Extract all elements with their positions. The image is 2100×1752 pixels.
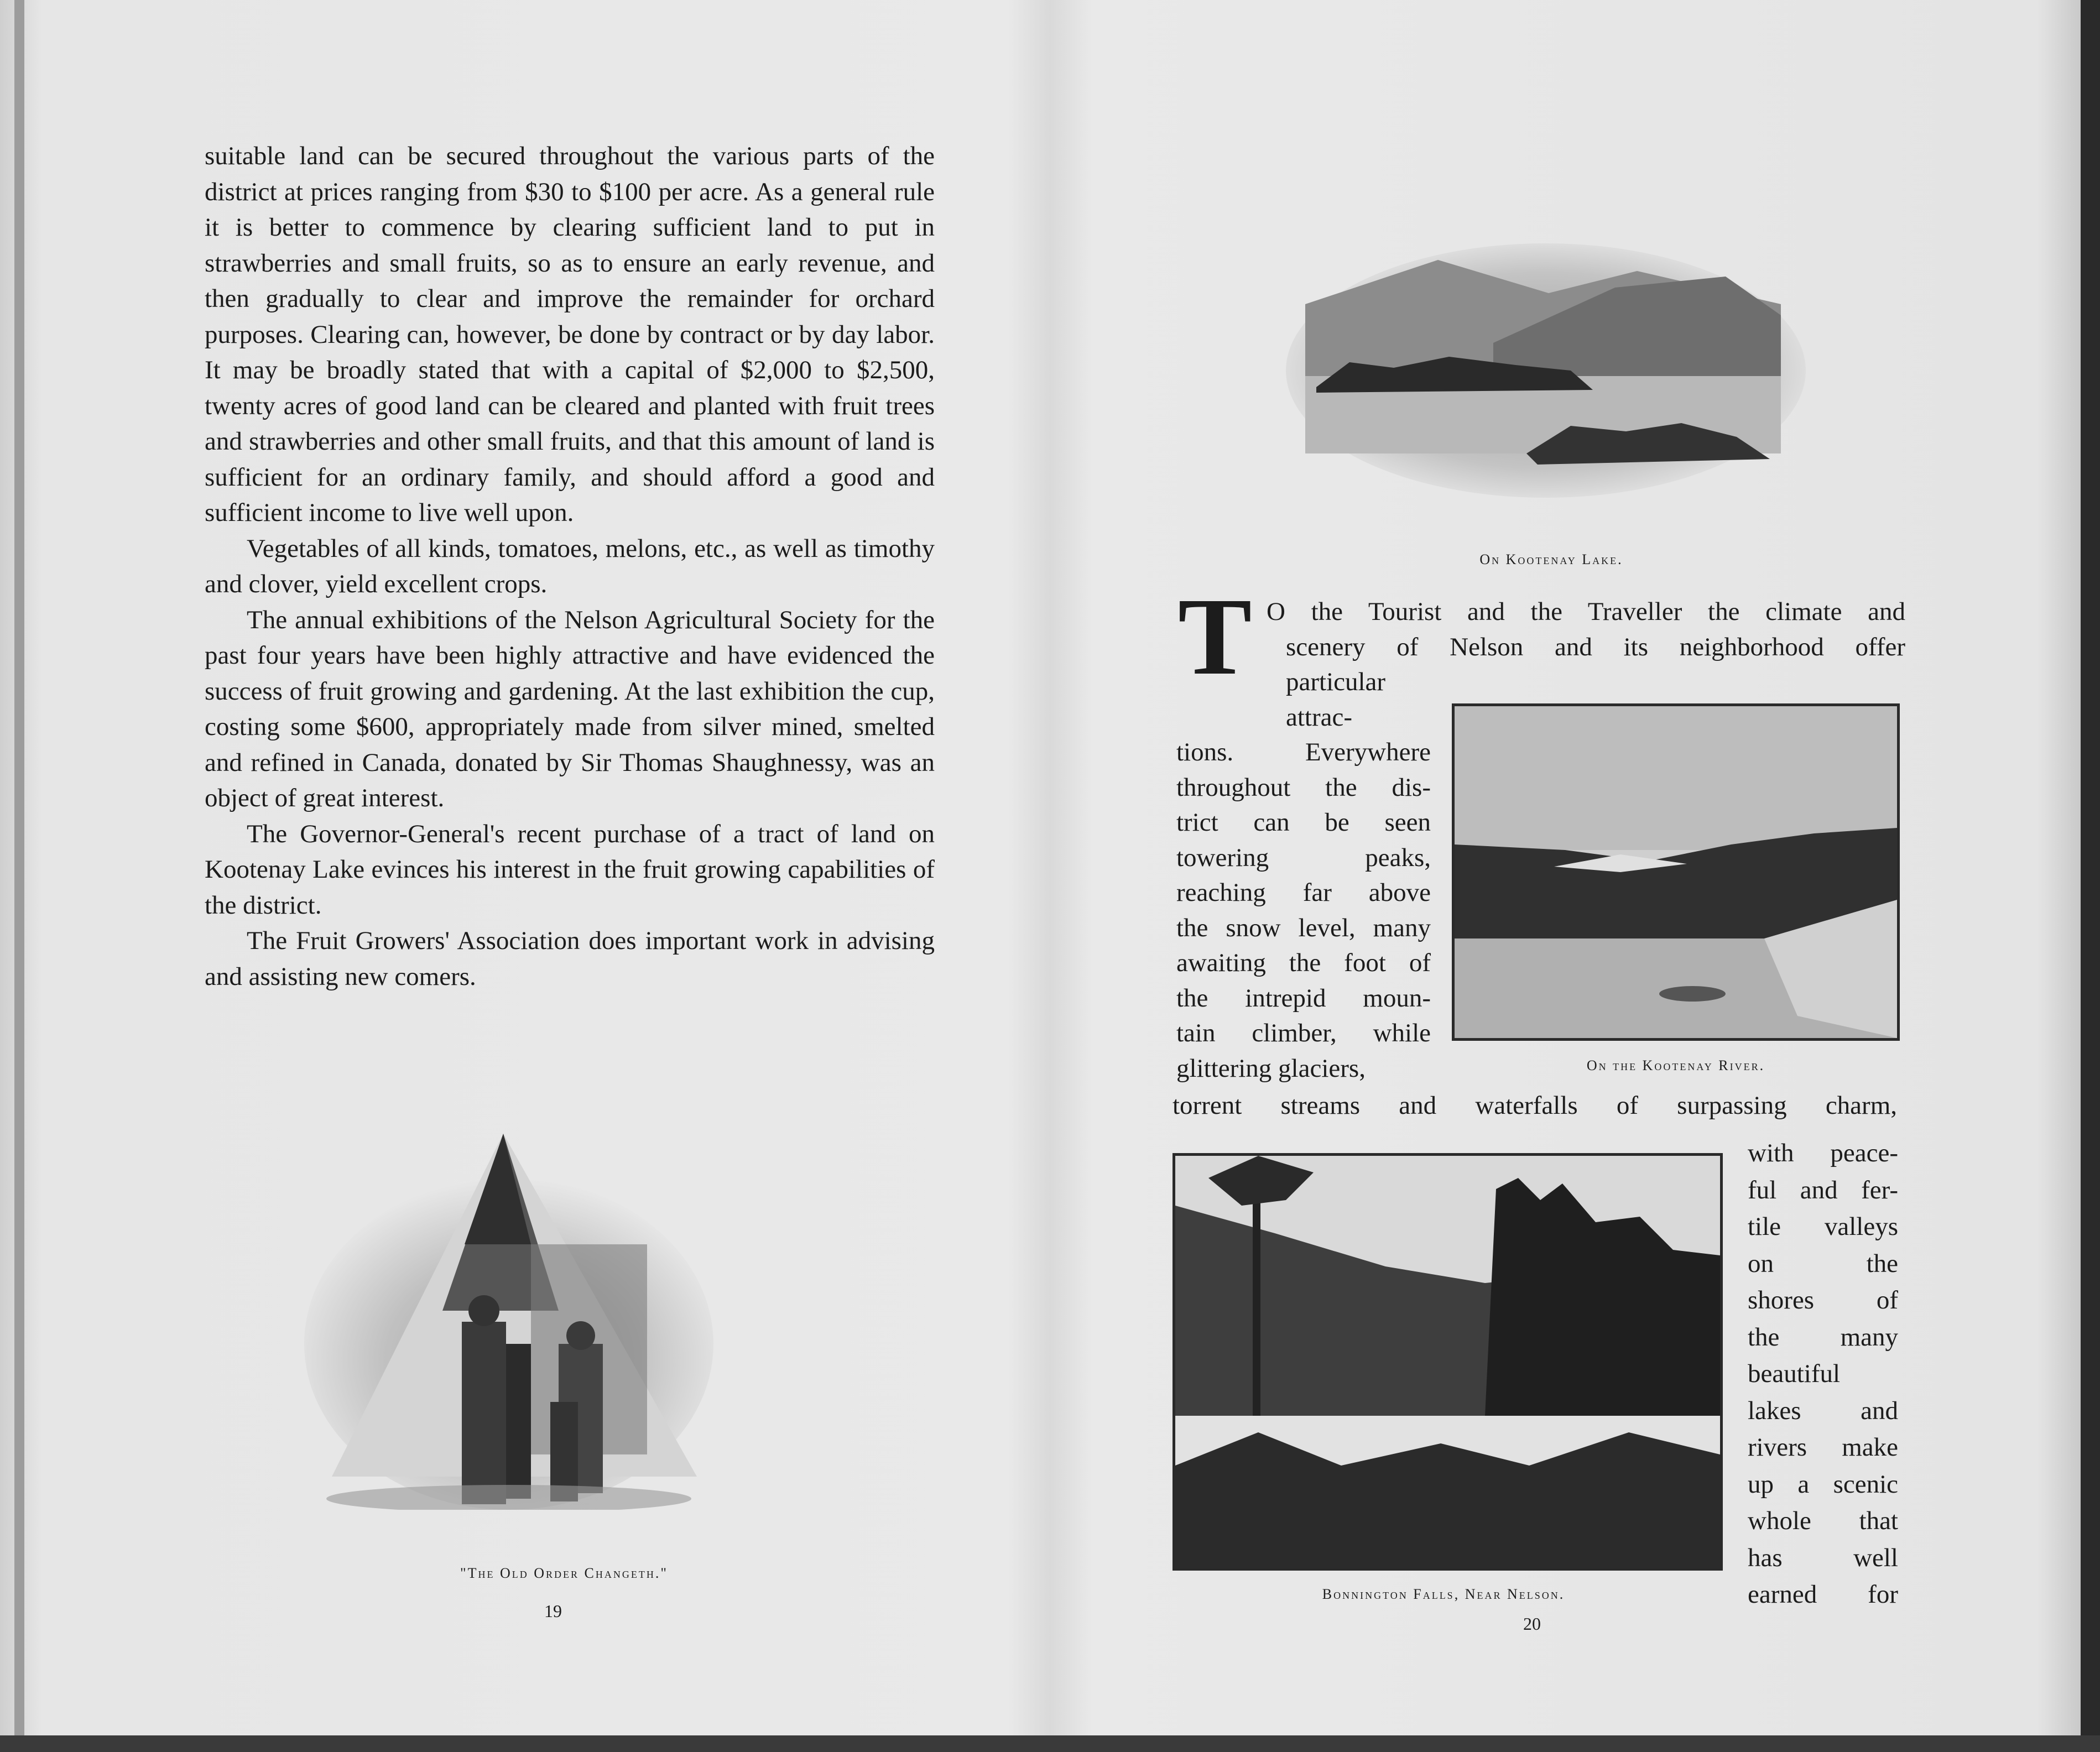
narrow-line: tain climber, while (1176, 1019, 1431, 1047)
right-page-edge (2081, 0, 2100, 1752)
narrow-column-b (1176, 735, 1431, 1086)
narrow-line: the intrepid moun- (1176, 983, 1431, 1013)
narrow-line: tions. Everywhere (1176, 738, 1431, 766)
narrow-line: with peace- (1748, 1139, 1898, 1167)
kootenay-lake-photo (1283, 243, 1809, 509)
narrow-line: on the (1748, 1249, 1898, 1278)
narrow-line: earned for (1748, 1580, 1898, 1609)
caption-bonnington-falls: Bonnington Falls, Near Nelson. (1322, 1586, 1565, 1602)
narrow-line: whole that (1748, 1506, 1898, 1535)
narrow-line: towering peaks, (1176, 843, 1431, 872)
opening-line-1: O the Tourist and the Traveller the climate and (1267, 597, 1905, 626)
narrow-line: attrac- (1286, 702, 1353, 732)
paragraph-vegetables: Vegetables of all kinds, tomatoes, melons, etc., as well as timothy and clover, yield excellent crops. (205, 534, 935, 598)
paragraph-governor-general: The Governor-General's recent purchase of a tract of land on Kootenay Lake evinces his interest in the fruit growing capabilities of the district. (205, 819, 935, 920)
narrow-line: throughout the dis- (1176, 773, 1431, 802)
narrow-line: reaching far above (1176, 878, 1431, 907)
narrow-line: up a scenic (1748, 1469, 1898, 1499)
caption-kootenay-river: On the Kootenay River. (1586, 1057, 1765, 1073)
left-page-edge (14, 0, 24, 1752)
paragraph-land-prices: suitable land can be secured throughout the various parts of the district at prices ranging from $30 to $100 per acre. As a general rule it is better to commence by clearing sufficient land to put in strawberries and small fruits, so as to ensure an early revenue, and then gradually to clear and improve the remainder for orchard purposes. Clearing can, however, be done by contract or by day labor. It may be broadly stated that with a capital of $2,000 to $2,500, twenty acres of good land can be cleared and planted with fruit trees and strawberries and other small fruits, and that this amount of land is sufficient for an ordinary family, and should afford a good and sufficient income to live well upon. (205, 142, 935, 527)
caption-kootenay-lake: On Kootenay Lake. (1479, 551, 1623, 567)
bonnington-falls-photo (1173, 1153, 1723, 1571)
opening-line-2: scenery of Nelson and its neighborhood offer (1286, 632, 1905, 661)
page-number-right: 20 (1523, 1614, 1541, 1634)
paragraph-exhibitions: The annual exhibitions of the Nelson Agricultural Society for the past four years have been highly attractive and have evidenced the success of fruit growing and gardening. At the last exhibition the cup, costing some $600, appropriately made from silver mined, smelted and refined in Canada, donated by Sir Thomas Shaughnessy, was an object of great interest. (205, 605, 935, 812)
bottom-edge (0, 1735, 2100, 1752)
full-width-line: torrent streams and waterfalls of surpassing charm, (1173, 1091, 1897, 1120)
narrow-line: particular (1286, 668, 1386, 696)
narrow-line: the many (1748, 1322, 1898, 1352)
narrow-line: tile valleys (1748, 1212, 1898, 1241)
narrow-line: glittering glaciers, (1176, 1054, 1366, 1083)
narrow-line: has well (1748, 1543, 1898, 1572)
narrow-line: awaiting the foot of (1176, 948, 1431, 977)
narrow-column-a (1286, 665, 1402, 735)
narrow-line: beautiful (1748, 1359, 1841, 1388)
narrow-line: shores of (1748, 1286, 1898, 1315)
drop-cap: T (1178, 576, 1252, 698)
caption-old-order: "The Old Order Changeth." (460, 1565, 668, 1581)
narrow-line: the snow level, many (1176, 913, 1431, 942)
narrow-line: rivers make (1748, 1433, 1898, 1462)
left-page-body (205, 138, 935, 994)
narrow-line: ful and fer- (1748, 1175, 1898, 1204)
tepee-photo (299, 1123, 719, 1510)
page-number-left: 19 (544, 1601, 562, 1621)
narrow-line: lakes and (1748, 1396, 1898, 1425)
narrow-column-c (1748, 1135, 1898, 1613)
paragraph-fruit-growers: The Fruit Growers' Association does important work in advising and assisting new comers. (205, 926, 935, 991)
narrow-line: trict can be seen (1176, 808, 1431, 837)
kootenay-river-photo (1452, 703, 1900, 1041)
opening-lines (1267, 595, 1905, 665)
